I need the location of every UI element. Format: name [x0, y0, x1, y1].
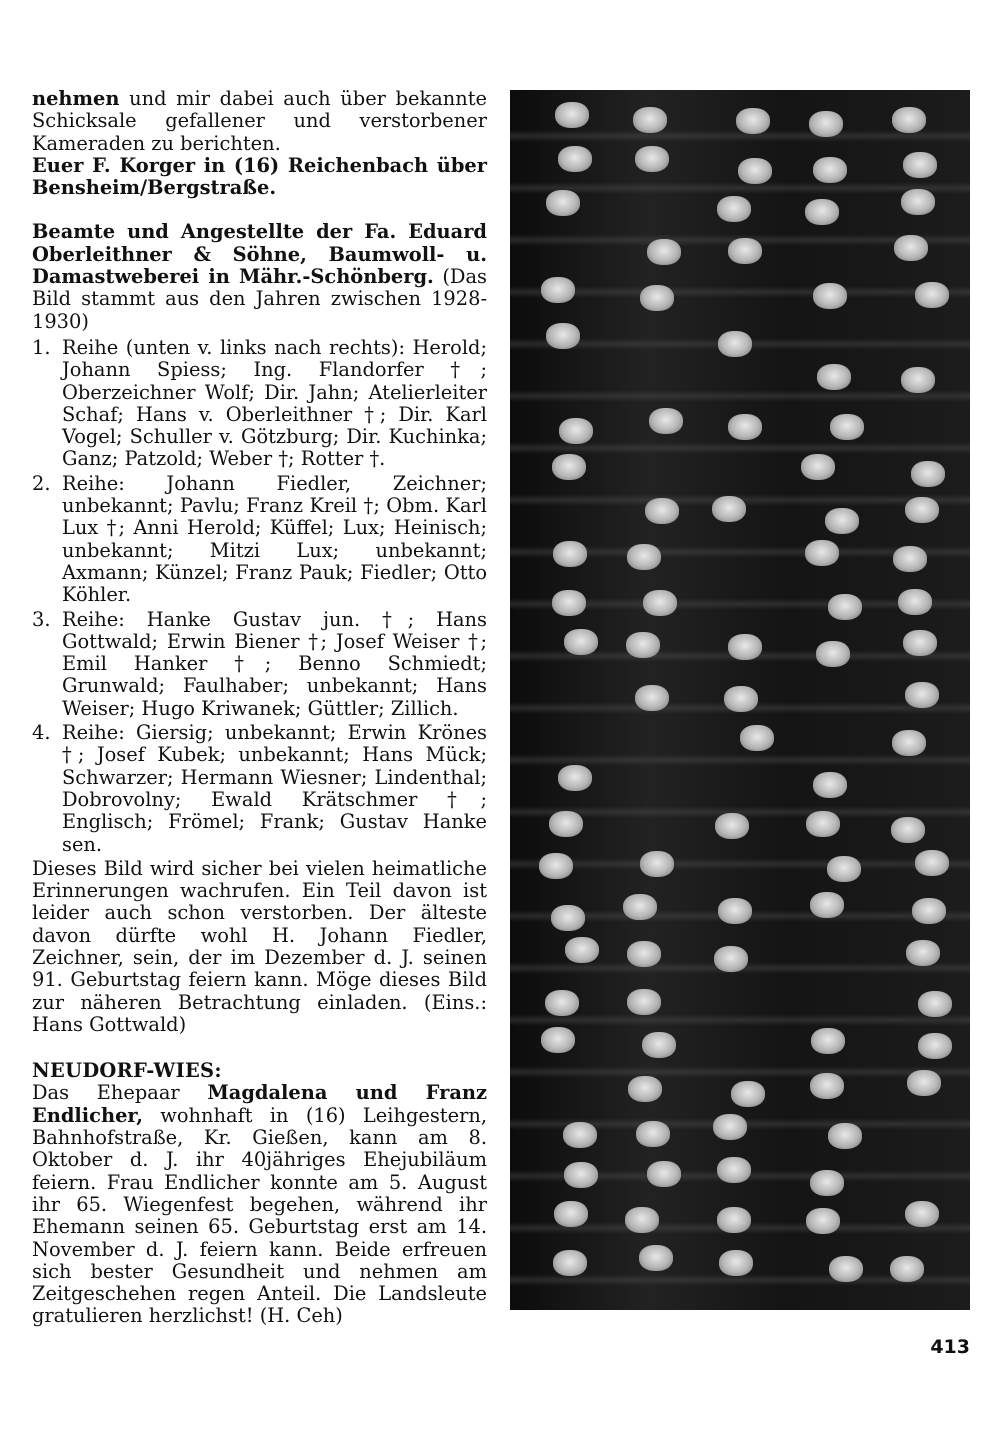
- row-text: Reihe: Johann Fiedler, Zeichner; unbekannt; Pavlu; Franz Kreil †; Obm. Karl Lux †; Anni Herold; Küffel; Lux; Heinisch; unbekannt; Mitzi Lux; unbekannt; Axmann; Künzel; Franz Pauk; Fiedler; Otto Köhler.: [62, 471, 487, 607]
- photo-face: [810, 1073, 844, 1099]
- photo-caption: [32, 221, 487, 332]
- photo-face: [894, 235, 928, 261]
- row-number: 1.: [32, 335, 51, 359]
- photo-face: [553, 1250, 587, 1276]
- photo-face: [549, 811, 583, 837]
- photo-face: [890, 1256, 924, 1282]
- photo-face: [554, 1201, 588, 1227]
- photo-face: [564, 629, 598, 655]
- photo-face: [828, 594, 862, 620]
- photo-face: [715, 813, 749, 839]
- photo-face: [552, 590, 586, 616]
- intro-text: und mir dabei auch über bekannte Schicksale gefallener und verstorbener Kameraden zu berichten.: [32, 87, 487, 155]
- photo-face: [892, 730, 926, 756]
- photo-face: [647, 239, 681, 265]
- photo-caption-note: (Das Bild stammt aus den Jahren zwischen 1928-1930): [32, 265, 487, 333]
- photo-face: [539, 853, 573, 879]
- row-text: Reihe: Hanke Gustav jun. †; Hans Gottwald; Erwin Biener †; Josef Weiser †; Emil Hanker †; Benno Schmiedt; Grunwald; Faulhaber; unbekannt; Hans Weiser; Hugo Kriwanek; Güttler; Zillich.: [62, 607, 487, 720]
- photo-face: [903, 152, 937, 178]
- photo-face: [813, 772, 847, 798]
- row-list: [32, 337, 487, 856]
- photo-face: [728, 238, 762, 264]
- photo-face: [719, 1250, 753, 1276]
- photo-face: [558, 765, 592, 791]
- photo-face: [903, 630, 937, 656]
- photo-face: [728, 634, 762, 660]
- photo-face: [718, 898, 752, 924]
- photo-face: [810, 892, 844, 918]
- page-number: 413: [930, 1336, 970, 1358]
- photo-face: [813, 283, 847, 309]
- row-number: 2.: [32, 471, 51, 495]
- photo-face: [628, 1076, 662, 1102]
- photo-face: [907, 1070, 941, 1096]
- photo-face: [738, 158, 772, 184]
- photo-face: [635, 146, 669, 172]
- photo-face: [564, 1162, 598, 1188]
- photo-face: [558, 146, 592, 172]
- photo-face: [724, 686, 758, 712]
- intro-lead: nehmen: [32, 87, 120, 110]
- photo-face: [912, 898, 946, 924]
- photo-face: [901, 189, 935, 215]
- photo-face: [717, 1207, 751, 1233]
- photo-face: [643, 590, 677, 616]
- photo-face: [635, 685, 669, 711]
- photo-face: [918, 991, 952, 1017]
- photo-face: [545, 990, 579, 1016]
- photo-caption-title: Beamte und Angestellte der Fa. Eduard Oberleithner & Söhne, Baumwoll- u. Damastweberei in Mähr.-Schönberg.: [32, 220, 487, 289]
- photo-face: [555, 102, 589, 128]
- neudorf-paragraph: [32, 1082, 487, 1327]
- photo-face: [627, 544, 661, 570]
- photo-face: [626, 632, 660, 658]
- row-item-3: [32, 609, 487, 720]
- photo-face: [718, 331, 752, 357]
- photo-face: [627, 941, 661, 967]
- photo-face: [640, 285, 674, 311]
- row-number: 3.: [32, 607, 51, 631]
- row-text: Reihe: Giersig; unbekannt; Erwin Krönes †; Josef Kubek; unbekannt; Hans Mück; Schwarzer; Hermann Wiesner; Lindenthal; Dobrovolny; Ewald Krätschmer †; Englisch; Frömel; Frank; Gustav Hanke sen.: [62, 721, 487, 856]
- photo-face: [625, 1207, 659, 1233]
- photo-face: [901, 367, 935, 393]
- intro-signature: Euer F. Korger in (16) Reichenbach über Bensheim/Bergstraße.: [32, 153, 487, 200]
- photo-face: [633, 107, 667, 133]
- photo-face: [563, 1122, 597, 1148]
- photo-face: [905, 682, 939, 708]
- photo-face: [731, 1081, 765, 1107]
- photo-face: [541, 1027, 575, 1053]
- photo-face: [905, 497, 939, 523]
- photo-face: [825, 508, 859, 534]
- photo-face: [639, 1245, 673, 1271]
- row-number: 4.: [32, 721, 51, 745]
- neudorf-pre: Das Ehepaar: [32, 1081, 208, 1105]
- photo-face: [906, 940, 940, 966]
- section-heading: NEUDORF-WIES:: [32, 1059, 222, 1083]
- photo-face: [813, 157, 847, 183]
- photo-face: [827, 856, 861, 882]
- photo-face: [541, 277, 575, 303]
- photo-face: [811, 1028, 845, 1054]
- text-column: [32, 88, 487, 1328]
- photo-face: [816, 641, 850, 667]
- photo-face: [717, 1157, 751, 1183]
- photo-face: [828, 1123, 862, 1149]
- photo-face: [809, 111, 843, 137]
- photo-face: [891, 817, 925, 843]
- photo-face: [806, 811, 840, 837]
- closing-paragraph: Dieses Bild wird sicher bei vielen heimatliche Erinnerungen wachrufen. Ein Teil davon ist leider auch schon verstorben. Der älteste davon dürfte wohl H. Johann Fiedler, Zeichner, sein, der im Dezember d. J. seinen 91. Geburtstag feiern kann. Möge dieses Bild zur näheren Betrachtung einladen. (Eins.: Hans Gottwald): [32, 856, 487, 1036]
- photo-face: [806, 1208, 840, 1234]
- photo-face: [551, 905, 585, 931]
- photo-face: [546, 323, 580, 349]
- photo-face: [915, 282, 949, 308]
- photo-face: [805, 540, 839, 566]
- photo-face: [640, 851, 674, 877]
- row-item-4: [32, 722, 487, 856]
- photo-face: [740, 725, 774, 751]
- photo-face: [801, 454, 835, 480]
- photo-face: [805, 199, 839, 225]
- row-item-1: [32, 337, 487, 471]
- photo-face: [918, 1033, 952, 1059]
- photo-face: [911, 461, 945, 487]
- photo-face: [898, 589, 932, 615]
- row-text: Reihe (unten v. links nach rechts): Herold; Johann Spiess; Ing. Flandorfer †; Oberzeichner Wolf; Dir. Jahn; Atelierleiter Schaf; Hans v. Oberleithner †; Dir. Karl Vogel; Schuller v. Götzburg; Dir. Kuchinka; Ganz; Patzold; Weber †; Rotter †.: [62, 335, 487, 471]
- neudorf-text: wohnhaft in (16) Leihgestern, Bahnhofstraße, Kr. Gießen, kann am 8. Oktober d. J. ihr 40jähriges Ehejubiläum feiern. Frau Endlicher konnte am 5. August ihr 65. Wiegenfest begehen, während ihr Ehemann seinen 65. Geburtstag erst am 14. November d. J. feiern kann. Beide erfreuen sich bester Gesundheit und nehmen am Zeitgeschehen regen Anteil. Die Landsleute gratulieren herzlichst! (H. Ceh): [32, 1103, 487, 1328]
- photo-face: [712, 496, 746, 522]
- group-photo: [510, 90, 970, 1310]
- photo-face: [810, 1170, 844, 1196]
- photo-face: [817, 364, 851, 390]
- photo-face: [893, 546, 927, 572]
- photo-face: [546, 190, 580, 216]
- photo-face: [552, 454, 586, 480]
- photo-face: [565, 937, 599, 963]
- photo-face: [627, 989, 661, 1015]
- photo-face: [642, 1032, 676, 1058]
- photo-face: [892, 107, 926, 133]
- row-item-2: [32, 473, 487, 607]
- photo-face: [649, 408, 683, 434]
- photo-face: [736, 108, 770, 134]
- intro-paragraph: [32, 88, 487, 155]
- photo-face: [717, 196, 751, 222]
- photo-face: [714, 946, 748, 972]
- neudorf-names: Magdalena und Franz Endlicher,: [32, 1081, 487, 1127]
- photo-face: [623, 894, 657, 920]
- photo-face: [713, 1114, 747, 1140]
- photo-face: [830, 414, 864, 440]
- photo-face: [636, 1121, 670, 1147]
- photo-face: [728, 414, 762, 440]
- photo-face: [915, 850, 949, 876]
- photo-face: [645, 498, 679, 524]
- photo-face: [829, 1256, 863, 1282]
- photo-face: [559, 418, 593, 444]
- photo-face: [905, 1201, 939, 1227]
- photo-face: [647, 1161, 681, 1187]
- photo-face: [553, 541, 587, 567]
